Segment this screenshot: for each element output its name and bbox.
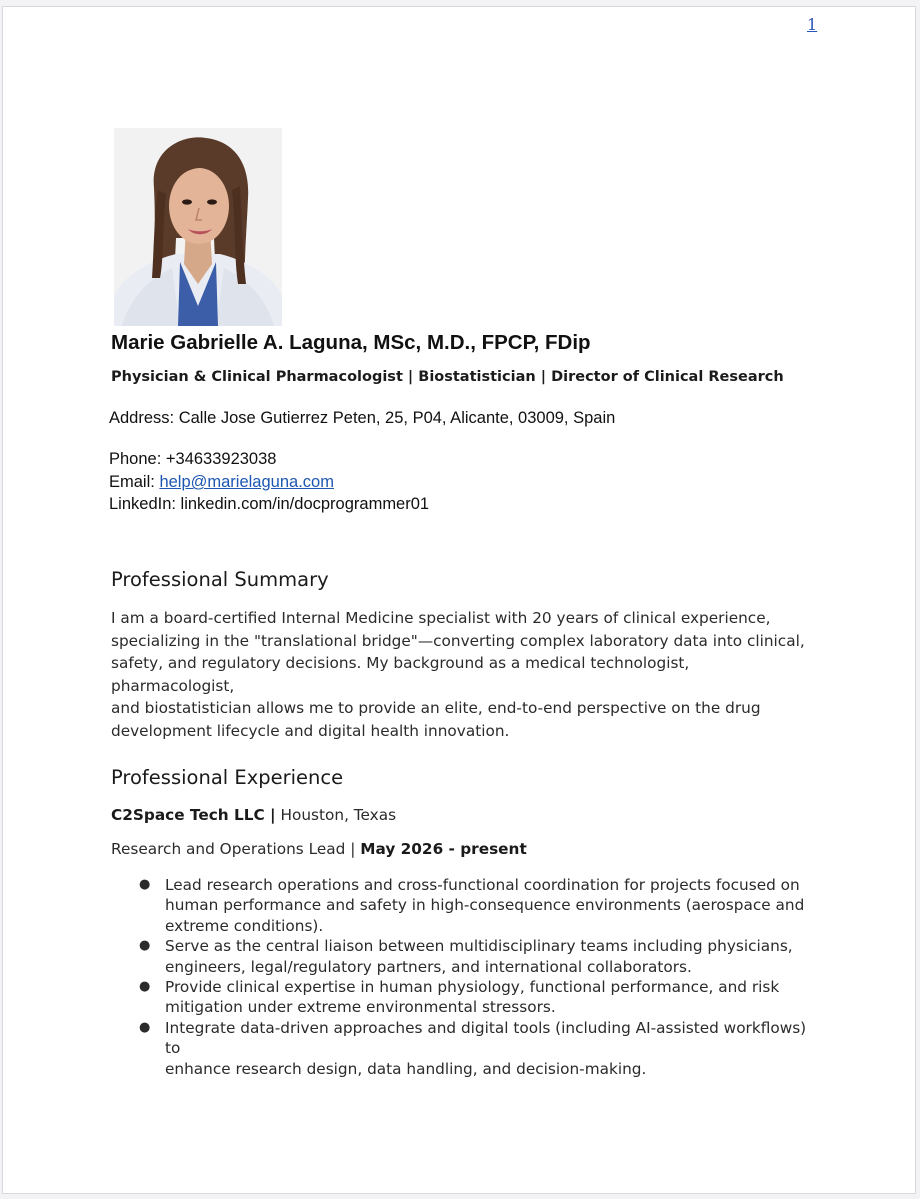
list-item-line: engineers, legal/regulatory partners, and international collaborators. xyxy=(165,957,692,976)
list-item xyxy=(111,1018,811,1079)
candidate-tagline: Physician & Clinical Pharmacologist | Biostatistician | Director of Clinical Research xyxy=(111,369,784,385)
responsibility-list xyxy=(111,875,811,1079)
summary-line: specializing in the "translational bridge"—converting complex laboratory data into clinical, xyxy=(111,631,805,650)
summary-line: and biostatistician allows me to provide an elite, end-to-end perspective on the drug xyxy=(111,699,761,718)
list-item-line: extreme conditions). xyxy=(165,916,324,935)
phone-line: Phone: +34633923038 xyxy=(109,450,277,468)
role-dates: May 2026 - present xyxy=(360,840,527,858)
list-item-line: mitigation under extreme environmental stressors. xyxy=(165,998,556,1017)
summary-line: I am a board-certified Internal Medicine specialist with 20 years of clinical experience, xyxy=(111,609,771,627)
list-item-line: human performance and safety in high-consequence environments (aerospace and xyxy=(165,896,805,915)
document-page xyxy=(2,6,916,1194)
email-label: Email: xyxy=(109,473,160,491)
linkedin-line: LinkedIn: linkedin.com/in/docprogrammer01 xyxy=(109,495,430,513)
role-line xyxy=(111,840,527,858)
role-title: Research and Operations Lead | xyxy=(111,840,361,858)
email-link[interactable]: help@marielaguna.com xyxy=(159,473,334,491)
list-item-line: Serve as the central liaison between multidisciplinary teams including physicians, xyxy=(165,937,793,956)
email-line xyxy=(109,473,334,492)
list-item-line: enhance research design, data handling, and decision-making. xyxy=(165,1059,647,1078)
page-number-link[interactable]: 1 xyxy=(807,15,818,34)
summary-heading: Professional Summary xyxy=(111,568,329,591)
bullet-icon: ● xyxy=(139,1019,151,1035)
candidate-name: Marie Gabrielle A. Laguna, MSc, M.D., FPCP, FDip xyxy=(111,331,591,354)
list-item xyxy=(111,977,811,1018)
list-item-line: Provide clinical expertise in human physiology, functional performance, and risk xyxy=(165,978,780,997)
company-location: Houston, Texas xyxy=(275,806,397,824)
bullet-icon: ● xyxy=(139,877,151,892)
bullet-icon: ● xyxy=(139,979,151,995)
summary-line: safety, and regulatory decisions. My background as a medical technologist, pharmacologist, xyxy=(111,654,690,695)
list-item xyxy=(111,936,811,977)
summary-paragraph xyxy=(111,607,811,743)
list-item xyxy=(111,875,811,936)
list-item-line: Lead research operations and cross-functional coordination for projects focused on xyxy=(165,876,800,894)
list-item-line: Integrate data-driven approaches and digital tools (including AI-assisted workflows) to xyxy=(165,1018,807,1058)
profile-photo xyxy=(114,128,282,326)
address-line: Address: Calle Jose Gutierrez Peten, 25, P04, Alicante, 03009, Spain xyxy=(109,409,616,427)
experience-heading: Professional Experience xyxy=(111,766,344,789)
summary-line: development lifecycle and digital health innovation. xyxy=(111,721,510,740)
bullet-icon: ● xyxy=(139,938,151,954)
company-name: C2Space Tech LLC | xyxy=(111,806,276,824)
company-line xyxy=(111,806,396,824)
